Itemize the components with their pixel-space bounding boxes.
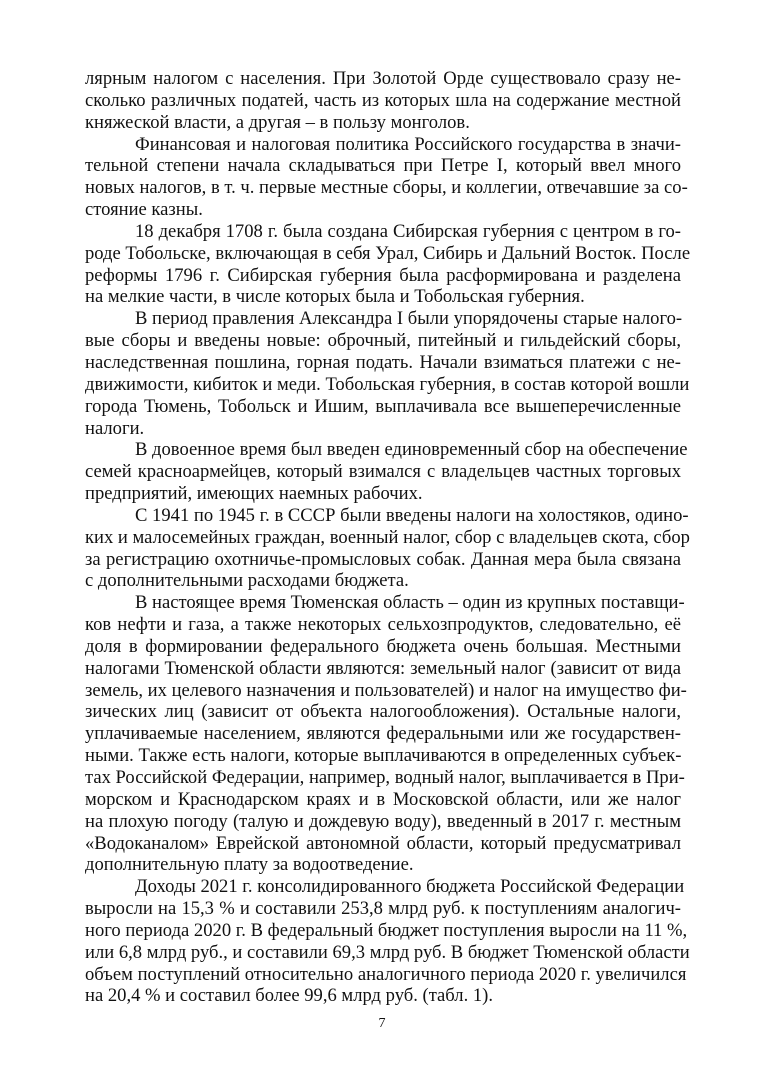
text-line: морском и Краснодарском краях и в Московской области, или же налог <box>85 788 681 810</box>
paragraph <box>85 220 691 308</box>
text-line: налоги. <box>85 417 145 439</box>
page-number: 7 <box>378 1016 386 1031</box>
text-line: семей красноармейцев, который взимался с владельцев частных торговых <box>85 461 681 483</box>
paragraph <box>85 592 687 876</box>
text-line: объем поступлений относительно аналогичного периода 2020 г. увеличился <box>85 963 687 985</box>
text-line: города Тюмень, Тобольск и Ишим, выплачивала все вышеперечисленные <box>85 395 681 417</box>
paragraph <box>85 504 690 592</box>
text-line: ких и малосемейных граждан, военный налог, сбор с владельцев скота, сбор <box>85 526 690 548</box>
text-line: наследственная пошлина, горная подать. Начали взиматься платежи с не- <box>85 351 681 373</box>
paragraph <box>85 308 690 439</box>
text-line: Доходы 2021 г. консолидированного бюджета Российской Федерации <box>135 876 685 898</box>
text-line: дополнительную плату за водоотведение. <box>85 854 414 876</box>
text-line: на 20,4 % и составил более 99,6 млрд руб. (табл. 1). <box>85 985 494 1007</box>
text-line: В настоящее время Тюменская область – один из крупных поставщи- <box>135 592 685 614</box>
text-line: движимости, кибиток и меди. Тобольская губерния, в состав которой вошли <box>85 373 690 395</box>
text-line: В период правления Александра I были упорядочены старые налого- <box>135 308 683 330</box>
text-line: за регистрацию охотничье-промысловых собак. Данная мера была связана <box>85 548 681 570</box>
text-line: вые сборы и введены новые: оброчный, питейный и гильдейский сборы, <box>85 330 681 352</box>
text-line: С 1941 по 1945 г. в СССР были введены налоги на холостяков, одино- <box>135 504 689 526</box>
text-line: «Водоканалом» Еврейской автономной области, который предусматривал <box>85 832 681 854</box>
paragraph <box>85 133 688 221</box>
text-line: земель, их целевого назначения и пользователей) и налог на имущество фи- <box>85 679 687 701</box>
text-line: или 6,8 млрд руб., и составили 69,3 млрд руб. В бюджет Тюменской области <box>85 941 690 963</box>
text-line: В довоенное время был введен единовременный сбор на обеспечение <box>135 439 688 461</box>
text-line: роде Тобольске, включающая в себя Урал, Сибирь и Дальний Восток. После <box>85 242 691 264</box>
text-line: лярным налогом с населения. При Золотой Орде существовало сразу не- <box>85 68 681 89</box>
text-line: стояние казны. <box>85 199 203 221</box>
text-line: ков нефти и газа, а также некоторых сельхозпродуктов, следовательно, её <box>85 614 681 636</box>
text-line: уплачиваемые населением, являются федеральными или же государствен- <box>85 723 681 745</box>
text-line: княжеской власти, а другая – в пользу монголов. <box>85 111 470 133</box>
text-line: доля в формировании федерального бюджета очень большая. Местными <box>85 635 681 657</box>
text-line: сколько различных податей, часть из которых шла на содержание местной <box>85 89 681 111</box>
page-body <box>85 68 691 1007</box>
text-line: тельной степени начала складываться при Петре I, который ввел много <box>85 155 681 177</box>
text-line: с дополнительными расходами бюджета. <box>85 570 409 592</box>
paragraph <box>85 68 681 134</box>
text-line: ными. Также есть налоги, которые выплачиваются в определенных субъек- <box>85 745 682 767</box>
paragraph <box>85 876 690 1007</box>
text-line: предприятий, имеющих наемных рабочих. <box>85 483 423 505</box>
text-line: 18 декабря 1708 г. была создана Сибирская губерния с центром в го- <box>135 220 681 242</box>
text-line: на плохую погоду (талую и дождевую воду), введенный в 2017 г. местным <box>85 810 681 832</box>
text-line: налогами Тюменской области являются: земельный налог (зависит от вида <box>85 657 681 679</box>
text-line: реформы 1796 г. Сибирская губерния была расформирована и разделена <box>85 264 681 286</box>
text-line: на мелкие части, в числе которых была и Тобольская губерния. <box>85 286 585 308</box>
text-line: Финансовая и налоговая политика Российского государства в значи- <box>135 133 681 155</box>
text-line: выросли на 15,3 % и составили 253,8 млрд руб. к поступлениям аналогич- <box>85 898 681 920</box>
text-line: ного периода 2020 г. В федеральный бюджет поступления выросли на 11 %, <box>85 919 688 941</box>
text-line: зических лиц (зависит от объекта налогообложения). Остальные налоги, <box>85 701 681 723</box>
text-line: тах Российской Федерации, например, водный налог, выплачивается в При- <box>85 767 685 788</box>
text-line: новых налогов, в т. ч. первые местные сборы, и коллегии, отвечавшие за со- <box>85 177 688 199</box>
paragraph <box>85 439 688 505</box>
